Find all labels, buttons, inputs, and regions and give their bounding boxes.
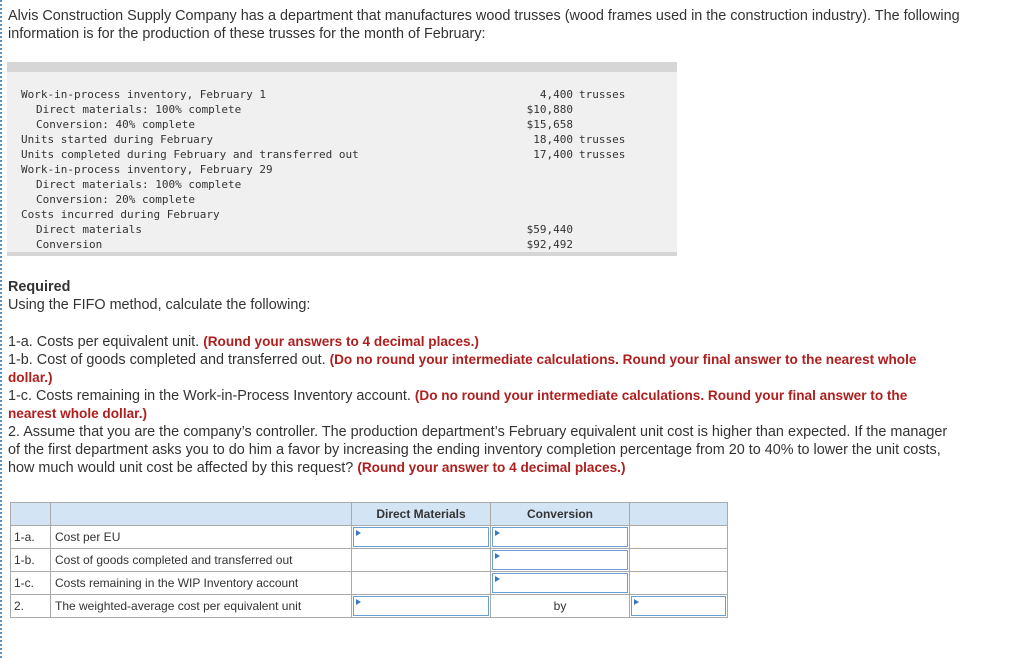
- data-row-label: Conversion: 20% complete: [36, 193, 195, 206]
- row-description: The weighted-average cost per equivalent unit: [51, 595, 352, 618]
- data-row-value: 18,400: [533, 133, 573, 146]
- weighted-average-direction-select[interactable]: [353, 596, 489, 616]
- question-1b-text: 1-b. Cost of goods completed and transferred out.: [8, 352, 330, 368]
- question-1a: [8, 333, 958, 351]
- data-row-unit: trusses: [579, 88, 626, 101]
- input-marker-icon: [495, 553, 500, 559]
- data-row: [21, 222, 661, 237]
- data-panel: [7, 62, 677, 256]
- cost-per-eu-dm-input[interactable]: [353, 527, 489, 547]
- data-row: [21, 177, 661, 192]
- header-blank-num: [11, 503, 51, 526]
- data-row-label: Units completed during February and transferred out: [21, 148, 359, 161]
- empty-cell: [630, 549, 728, 572]
- row-number: 1-a.: [11, 526, 51, 549]
- input-marker-icon: [356, 530, 361, 536]
- empty-cell: [352, 572, 491, 595]
- row-description: Cost of goods completed and transferred out: [51, 549, 352, 572]
- question-1c-text: 1-c. Costs remaining in the Work-in-Process Inventory account.: [8, 388, 415, 404]
- question-1c: [8, 387, 958, 423]
- data-row-value: 4,400: [539, 88, 573, 101]
- table-row: [11, 549, 728, 572]
- answer-table: [10, 502, 728, 618]
- question-2-note: (Round your answer to 4 decimal places.): [357, 460, 626, 475]
- required-title: Required: [8, 279, 71, 295]
- left-dotted-border: [0, 0, 2, 658]
- data-row-unit: trusses: [579, 133, 626, 146]
- data-row-unit: trusses: [579, 148, 626, 161]
- data-row-value: $59,440: [526, 223, 573, 236]
- question-1c-note: (Do no round your intermediate calculations. Round your final answer to the nearest whole dollar.): [8, 388, 908, 421]
- input-marker-icon: [495, 576, 500, 582]
- row-number: 1-c.: [11, 572, 51, 595]
- empty-cell: [630, 526, 728, 549]
- question-2-text: 2. Assume that you are the company’s controller. The production department’s February equivalent unit cost is higher than expected. If the manager of the first department asks you to do him a favor by increasing the ending inventory completion percentage from 20 to 40% to lower the unit costs, how much would unit cost be affected by this request?: [8, 424, 948, 476]
- data-row-label: Costs incurred during February: [21, 208, 220, 221]
- table-row: [11, 526, 728, 549]
- weighted-average-amount-input[interactable]: [631, 596, 726, 616]
- data-row-value: $92,492: [526, 238, 573, 251]
- data-row: [21, 117, 661, 132]
- data-row-label: Conversion: 40% complete: [36, 118, 195, 131]
- data-row: [21, 147, 661, 162]
- row-description: Costs remaining in the WIP Inventory account: [51, 572, 352, 595]
- header-conversion: Conversion: [491, 503, 630, 526]
- question-1a-text: 1-a. Costs per equivalent unit.: [8, 334, 204, 350]
- wip-remaining-input[interactable]: [492, 573, 628, 593]
- row-number: 1-b.: [11, 549, 51, 572]
- required-text: Using the FIFO method, calculate the following:: [8, 297, 311, 313]
- questions: [8, 333, 958, 477]
- empty-cell: [630, 572, 728, 595]
- data-row-value: $10,880: [526, 103, 573, 116]
- data-row-value: 17,400: [533, 148, 573, 161]
- row-description: Cost per EU: [51, 526, 352, 549]
- wip-remaining-cell: [491, 572, 630, 595]
- data-row: [21, 102, 661, 117]
- question-1b-note: (Do no round your intermediate calculations. Round your final answer to the nearest whole dollar.): [8, 352, 917, 385]
- cost-per-eu-conv-cell: [491, 526, 630, 549]
- cost-per-eu-dm-cell: [352, 526, 491, 549]
- cogs-transferred-cell: [491, 549, 630, 572]
- by-cell: [491, 595, 630, 618]
- data-row-value: $15,658: [526, 118, 573, 131]
- data-row: [21, 207, 661, 222]
- header-blank-extra: [630, 503, 728, 526]
- data-row-label: Direct materials: [36, 223, 142, 236]
- cogs-transferred-input[interactable]: [492, 550, 628, 570]
- by-label: by: [553, 599, 567, 613]
- question-1b: [8, 351, 958, 387]
- data-row: [21, 162, 661, 177]
- header-direct-materials: Direct Materials: [352, 503, 491, 526]
- data-row: [21, 132, 661, 147]
- data-row-label: Units started during February: [21, 133, 214, 146]
- data-rows: [21, 87, 661, 252]
- problem-intro: Alvis Construction Supply Company has a department that manufactures wood trusses (wood frames used in the construction industry). The following information is for the production of these trusses for the month of February:: [8, 8, 960, 42]
- input-marker-icon: [356, 599, 361, 605]
- panel-bottom-border: [7, 252, 677, 256]
- table-row: [11, 595, 728, 618]
- question-2: [8, 423, 958, 477]
- cost-per-eu-conversion-input[interactable]: [492, 527, 628, 547]
- input-marker-icon: [634, 599, 639, 605]
- data-row-label: Work-in-process inventory, February 1: [21, 88, 267, 101]
- data-row-label: Direct materials: 100% complete: [36, 178, 242, 191]
- weighted-average-dropdown-cell: [352, 595, 491, 618]
- table-row: [11, 572, 728, 595]
- weighted-average-amount-cell: [630, 595, 728, 618]
- data-row-label: Conversion: [36, 238, 103, 251]
- row-number: 2.: [11, 595, 51, 618]
- data-row: [21, 237, 661, 252]
- header-blank-desc: [51, 503, 352, 526]
- question-1a-note: (Round your answers to 4 decimal places.): [203, 334, 479, 349]
- data-row: [21, 192, 661, 207]
- answer-table-header: [11, 503, 728, 526]
- data-row: [21, 87, 661, 102]
- data-row-label: Work-in-process inventory, February 29: [21, 163, 273, 176]
- input-marker-icon: [495, 530, 500, 536]
- data-row-label: Direct materials: 100% complete: [36, 103, 242, 116]
- empty-cell: [352, 549, 491, 572]
